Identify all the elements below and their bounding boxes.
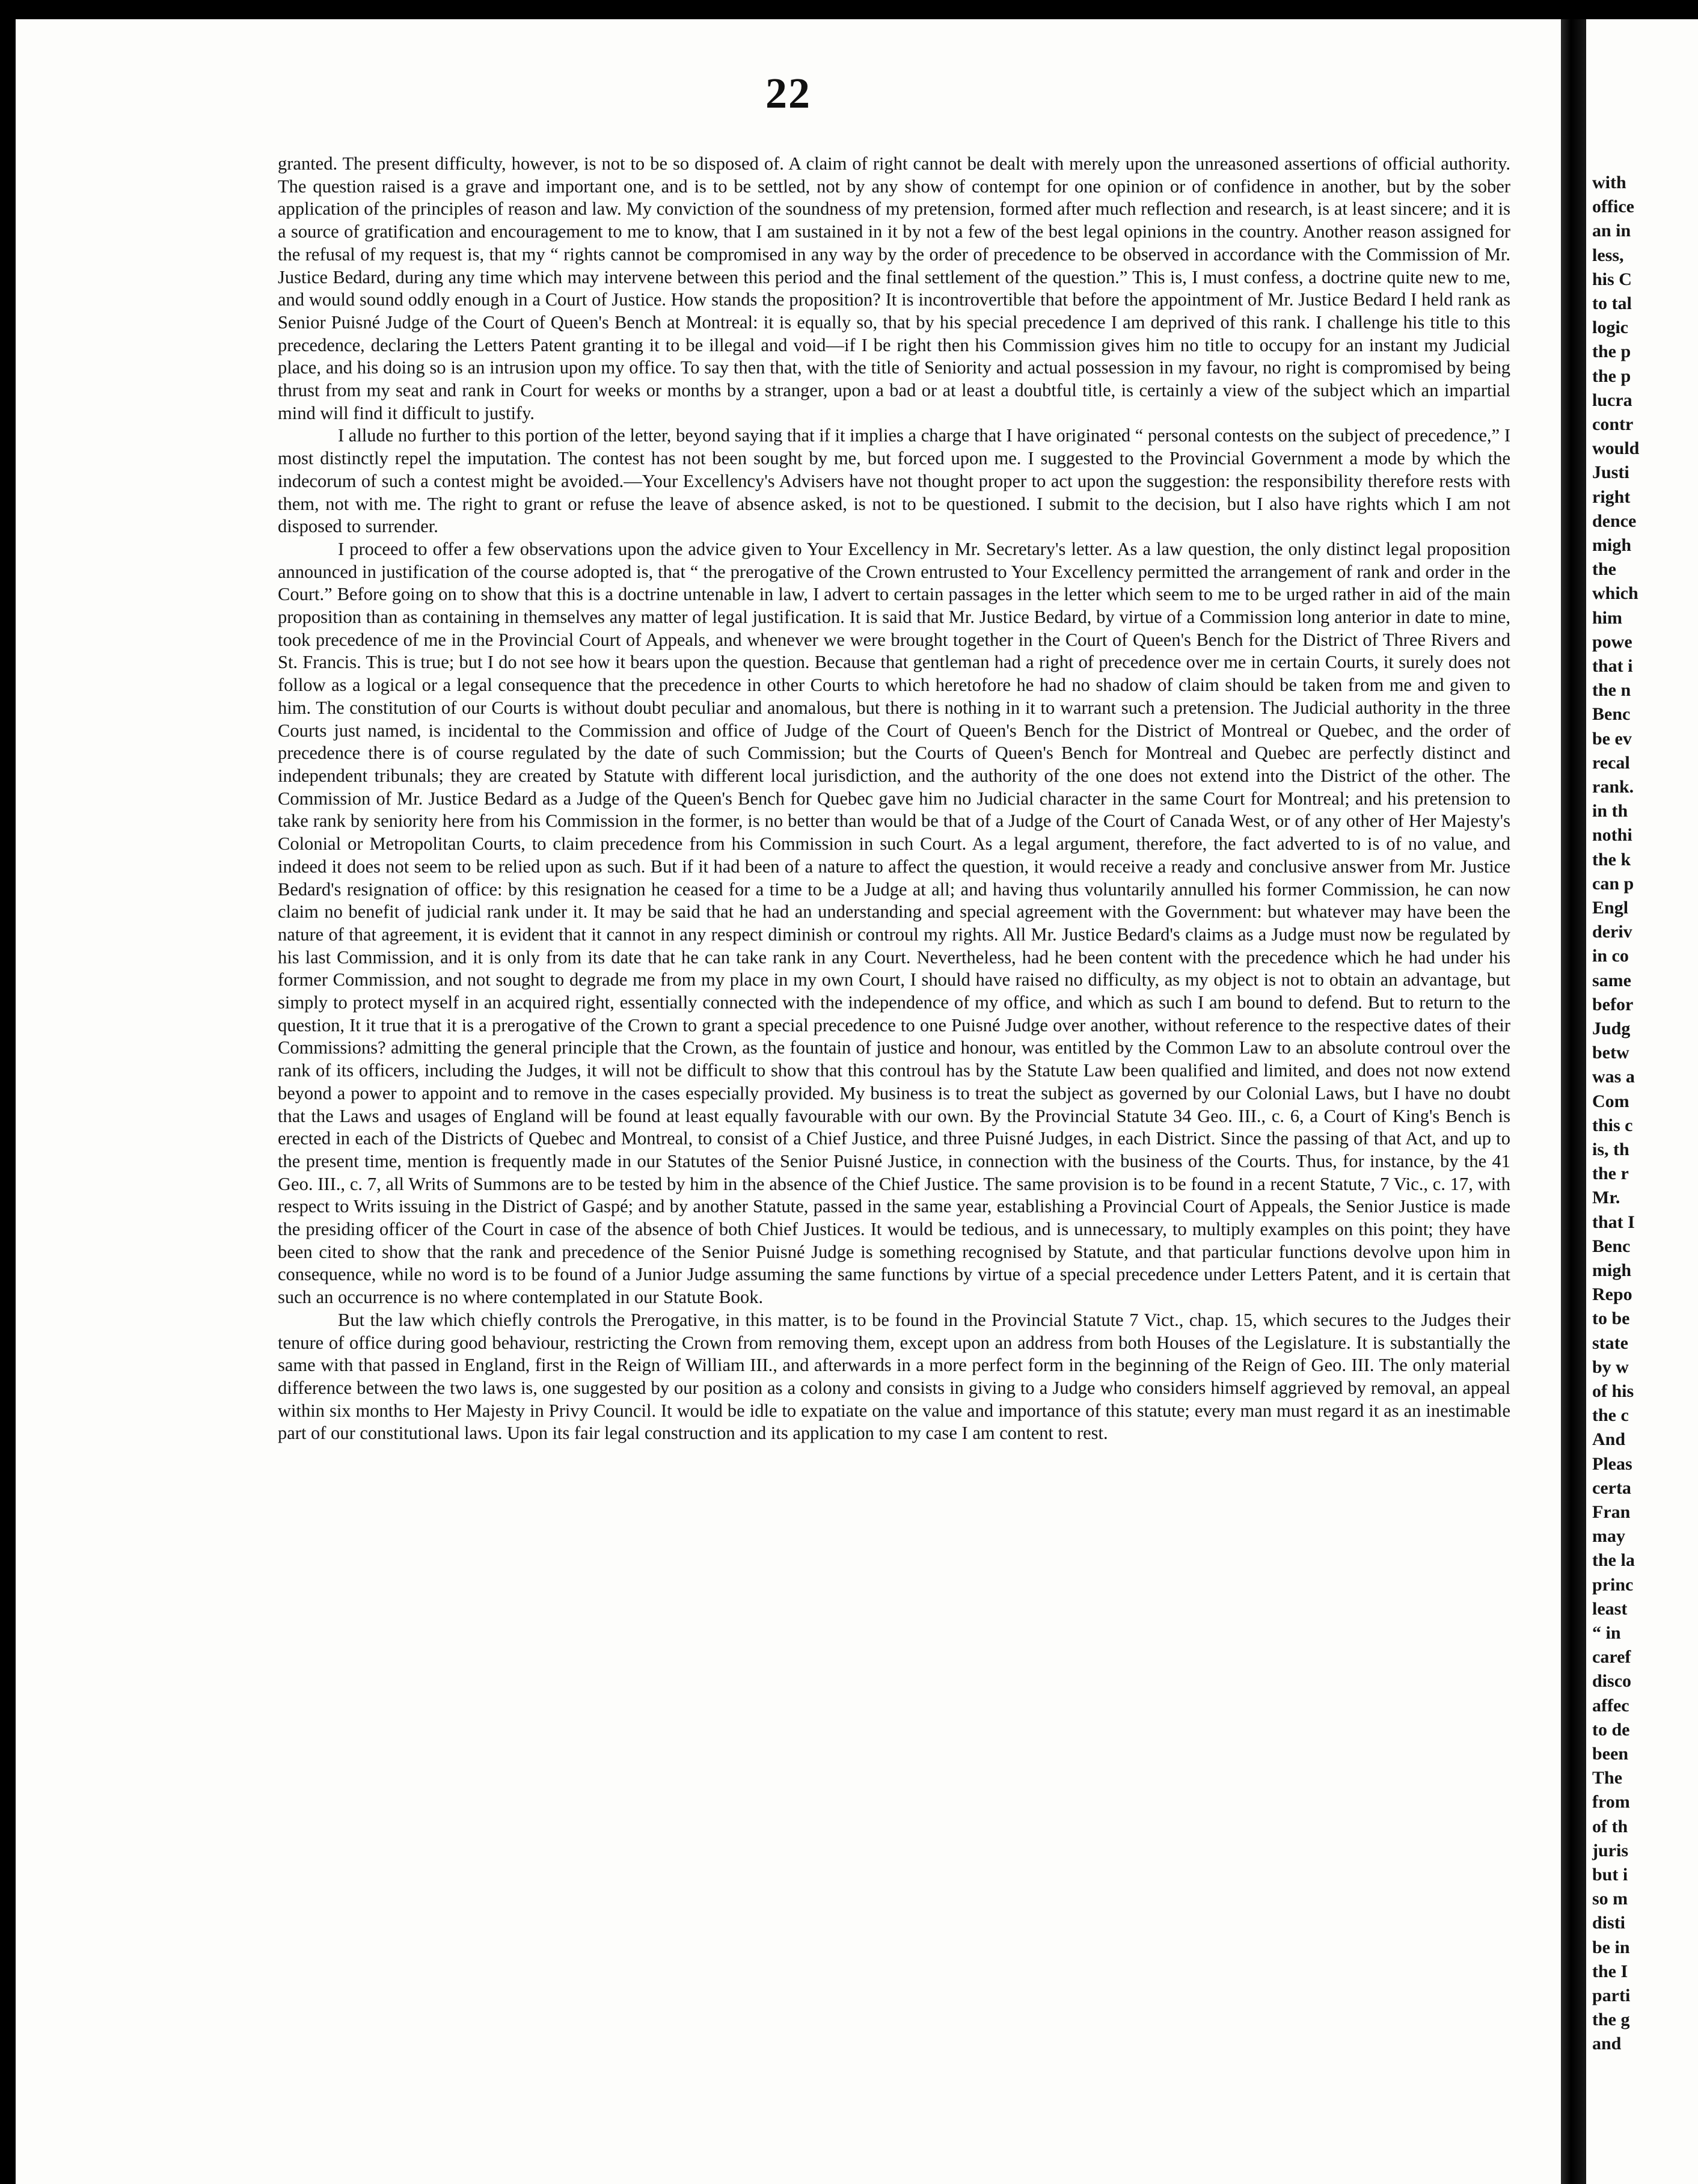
facing-page-edge [1586,19,1698,2184]
facing-page-fragment: juris [1592,1840,1628,1860]
facing-page-fragment: affec [1592,1695,1629,1716]
facing-page-fragment: which [1592,583,1638,604]
facing-page-fragment: the k [1592,849,1631,870]
facing-page-fragment: logic [1592,317,1628,338]
facing-page-fragment: betw [1592,1043,1629,1063]
facing-page-fragment: that i [1592,656,1633,676]
facing-page-fragment: Judg [1592,1019,1631,1038]
facing-page-fragment: lucra [1592,390,1632,410]
facing-page-fragment: “ in [1592,1623,1621,1643]
facing-page-fragment: would [1592,438,1640,459]
facing-page-fragment: the g [1592,2010,1630,2030]
facing-page-fragment: be ev [1592,728,1632,749]
facing-page-fragment: him [1592,607,1623,628]
facing-page-fragment: in co [1592,946,1629,966]
facing-page-fragment: And [1592,1429,1626,1450]
facing-page-fragment: Repo [1592,1284,1632,1305]
facing-page-fragment: in th [1592,801,1628,821]
facing-page-fragment: Mr. [1592,1188,1620,1208]
facing-page-fragment: powe [1592,631,1632,652]
facing-page-fragment: recal [1592,752,1630,773]
facing-page-fragment: certa [1592,1477,1631,1498]
facing-page-fragment: of his [1592,1381,1634,1401]
paragraph-3: I proceed to offer a few observations upon the advice given to Your Excellency in Mr. Secretary's letter. As a law question, the only distinct legal proposition announced in justification of the course adopted is, that “ the prerogative of the Crown entrusted to Your Excellency permitted the arrangement of rank and order in the Court.” Before going on to show that this is a doctrine untenable in law, I advert to certain passages in the letter which seem to me to be urged rather in aid of the main proposition than as containing in themselves any matter of legal justification. It is said that Mr. Justice Bedard, by virtue of a Commission long anterior in date to mine, took precedence of me in the Provincial Court of Appeals, and whenever we were brought together in the Court of Queen's Bench for the District of Three Rivers and St. Francis. This is true; but I do not see how it bears upon the question. Because that gentleman had a right of precedence over me in certain Courts, it surely does not follow as a logical or a legal consequence that the precedence in other Courts to which heretofore he had no shadow of claim should be taken from me and given to him. The constitution of our Courts is without doubt peculiar and anomalous, but there is nothing in it to warrant such a pretension. The Judicial authority in the three Courts just named, is incidental to the Commission and office of Judge of the Court of Queen's Bench for the District of Montreal or Quebec, and the order of precedence there is of course regulated by the date of such Commission; but the Courts of Queen's Bench for Montreal and Quebec are perfectly distinct and independent tribunals; they are created by Statute with different local jurisdiction, and the authority of the one does not extend into the District of the other. The Commission of Mr. Justice Bedard as a Judge of the Queen's Bench for Quebec gave him no Judicial character in the same Court for Montreal; and his pretension to take rank by seniority here from his Commission in the former, is no better than would be that of a Judge of the Court of Canada West, or of any other of Her Majesty's Colonial or Metropolitan Courts, to claim precedence from his Commission in such Court. As a legal argument, therefore, the fact adverted to is of no value, and indeed it does not seem to be relied upon as such. But if it had been of a nature to affect the question, it would receive a ready and conclusive answer from Mr. Justice Bedard's resignation of office: by this resignation he ceased for a time to be a Judge at all; and having thus voluntarily annulled his former Commission, he can now claim no benefit of judicial rank under it. It may be said that he had an understanding and special agreement with the Government: but whatever may have been the nature of that agreement, it is evident that it cannot in any respect diminish or controul my rights. All Mr. Justice Bedard's claims as a Judge must now be regulated by his last Commission, and it is only from its date that he can take rank in any Court. Nevertheless, had he been content with the precedence which he had under his former Commission, and not sought to degrade me from my place in my own Court, I should have raised no difficulty, as my object is not to obtain an advantage, but simply to protect myself in an acquired right, essentially connected with the independence of my office, and which as such I am bound to defend. But to return to the question, It it true that it is a prerogative of the Crown to grant a special precedence to one Puisné Judge over another, without reference to the respective dates of their Commissions? admitting the general principle that the Crown, as the fountain of justice and honour, was entitled by the Common Law to an absolute controul over the rank of its officers, including the Judges, it will not be difficult to show that this controul has by the Statute Law been qualified and limited, and does not now extend beyond a power to appoint and to remove in the cases especially provided. My business is to treat the subject as governed by our Colonial Laws, but I have no doubt that the Laws and usages of England will be found at least equally favourable with our own. By the Provincial Statute 34 Geo. III., c. 6, a Court of King's Bench is erected in each of the Districts of Quebec and Montreal, to consist of a Chief Justice, and three Puisné Judges, in each District. Since the passing of that Act, and up to the present time, mention is frequently made in our Statutes of the Senior Puisné Justice, in connection with the business of the Courts. Thus, for instance, by the 41 Geo. III., c. 7, all Writs of Summons are to be tested by him in the absence of the Chief Justice. The same provision is to be found in a recent Statute, 7 Vic., c. 17, with respect to Writs issuing in the District of Gaspé; and by another Statute, passed in the same year, establishing a Provincial Court of Appeals, the Senior Justice is made the presiding officer of the Court in case of the absence of both Chief Justices. It would be tedious, and is unnecessary, to multiply examples on this point; they have been cited to show that the rank and precedence of the Senior Puisné Judge is something recognised by Statute, and that particular functions devolve upon him in consequence, while no word is to be found of a Junior Judge assuming the same functions by virtue of a special precedence under Letters Patent, and it is certain that such an occurrence is no where contemplated in our Statute Book. [278,538,1510,1308]
facing-page-fragment: less, [1592,245,1624,265]
facing-page-fragment: that I [1592,1212,1635,1232]
facing-page-fragment: Justi [1592,462,1629,483]
facing-page-fragment: with [1592,173,1626,192]
facing-page-fragment: so m [1592,1889,1628,1909]
facing-page-fragment: princ [1592,1574,1634,1595]
facing-page-fragment: to be [1592,1308,1630,1329]
facing-page-fragment: be in [1592,1937,1630,1957]
paragraph-2: I allude no further to this portion of the letter, beyond saying that if it implies a charge that I have originated “ personal contests on the subject of precedence,” I most distinctly repel the imputation. The contest has not been sought by me, but forced upon me. I suggested to the Provincial Government a mode by which the indecorum of such a contest might be avoided.—Your Excellency's Advisers have not thought proper to act upon the suggestion: the responsibility therefore rests with them, not with me. The right to grant or refuse the leave of absence asked, is not to be questioned. I submit to the decision, but I also have rights which I am not disposed to surrender. [278,425,1510,537]
facing-page-fragment: disco [1592,1671,1632,1692]
facing-page-fragment: Fran [1592,1502,1631,1522]
facing-page-fragment: the la [1592,1550,1635,1571]
facing-page-fragment: same [1592,970,1631,990]
facing-page-fragment: contr [1592,414,1634,434]
facing-page-fragment: of th [1592,1816,1628,1836]
facing-page-fragment: his C [1592,269,1632,289]
facing-page-fragment: by w [1592,1357,1629,1377]
page-number: 22 [765,69,811,117]
paragraph-1: granted. The present difficulty, however, is not to be so disposed of. A claim of right cannot be dealt with merely upon the unreasoned assertions of official authority. The question raised is a grave and important one, and is to be settled, not by any show of contempt for one opinion or of confidence in another, but by the sober application of the principles of reason and law. My conviction of the soundness of my pretension, formed after much reflection and research, is at least sincere; and it is a source of gratification and encouragement to me to know, that I am sustained in it by not a few of the best legal opinions in the country. Another reason assigned for the refusal of my request is, that my “ rights cannot be compromised in any way by the order of precedence to be observed in accordance with the Commission of Mr. Justice Bedard, during any time which may intervene between this period and the final settlement of the question.” This is, I must confess, a doctrine quite new to me, and would sound oddly enough in a Court of Justice. How stands the proposition? It is incontrovertible that before the appointment of Mr. Justice Bedard I held rank as Senior Puisné Judge of the Court of Queen's Bench at Montreal: it is equally so, that by his special precedence I am deprived of this rank. I challenge his title to this precedence, declaring the Letters Patent granting it to be illegal and void—if I be right then his Commission gives him no title to occupy for an instant my Judicial place, and his doing so is an intrusion upon my office. To say then that, with the title of Seniority and actual possession in my favour, no right is compromised by being thrust from my seat and rank in Court for weeks or months by a stranger, upon a bad or at least a doubtful title, is certainly a view of the subject which an impartial mind will find it difficult to justify. [278,153,1510,423]
page-gutter [1561,19,1586,2184]
facing-page-fragment: deriv [1592,922,1632,942]
facing-page-fragment: dence [1592,511,1637,531]
facing-page-fragment: The [1592,1768,1623,1788]
facing-page-fragment: can p [1592,873,1634,894]
facing-page-fragment: an in [1592,221,1631,241]
facing-page-fragment: the c [1592,1405,1629,1426]
facing-page-fragment: Pleas [1592,1453,1632,1474]
facing-page-fragment: parti [1592,1986,1631,2005]
facing-page-fragment: the p [1592,342,1631,362]
facing-page-fragment: the r [1592,1164,1629,1184]
facing-page-fragment: but i [1592,1865,1628,1885]
facing-page-fragment: the I [1592,1961,1628,1981]
facing-page-fragment: may [1592,1526,1625,1547]
facing-page-fragment: Engl [1592,898,1629,918]
facing-page-fragment: the [1592,559,1616,580]
facing-page-fragment: office [1592,197,1634,217]
paragraph-4: But the law which chiefly controls the Prerogative, in this matter, is to be found in the Provincial Statute 7 Vict., chap. 15, which secures to the Judges their tenure of office during good behaviour, restricting the Crown from removing them, except upon an address from both Houses of the Legislature. It is substantially the same with that passed in England, first in the Reign of William III., and afterwards in a more perfect form in the beginning of the Reign of Geo. III. The only material difference between the two laws is, one suggested by our position as a colony and consists in giving to a Judge who considers himself aggrieved by removal, an appeal within six months to Her Majesty in Privy Council. It would be idle to expatiate on the value and importance of this statute; every man must regard it as an inestimable part of our constitutional laws. Upon its fair legal construction and its application to my case I am content to rest. [278,1309,1510,1444]
document-page [16,19,1561,2184]
facing-page-fragment: state [1592,1333,1628,1353]
facing-page-fragment: the n [1592,680,1631,701]
facing-page-fragment: from [1592,1792,1630,1812]
body-text [278,153,1510,1445]
facing-page-fragment: is, th [1592,1140,1629,1159]
facing-page-fragment: least [1592,1598,1628,1619]
facing-page-fragment: Com [1592,1091,1629,1111]
facing-page-fragment: Benc [1592,704,1631,725]
facing-page-fragment: and [1592,2034,1622,2054]
facing-page-fragment: befor [1592,994,1634,1014]
facing-page-fragment: the p [1592,366,1631,386]
facing-page-fragment: rank. [1592,777,1634,797]
facing-page-fragment: to de [1592,1719,1630,1740]
facing-page-fragment: to tal [1592,293,1632,313]
facing-page-fragment: migh [1592,1260,1632,1280]
facing-page-fragment: disti [1592,1913,1626,1933]
facing-page-fragment: caref [1592,1647,1631,1667]
facing-page-fragment: was a [1592,1067,1635,1087]
facing-page-fragment: been [1592,1744,1628,1764]
facing-page-fragment: Benc [1592,1236,1631,1256]
facing-page-fragment: this c [1592,1115,1633,1135]
facing-page-fragment: nothi [1592,825,1632,845]
facing-page-fragment: right [1592,486,1631,507]
facing-page-fragment: migh [1592,535,1632,555]
